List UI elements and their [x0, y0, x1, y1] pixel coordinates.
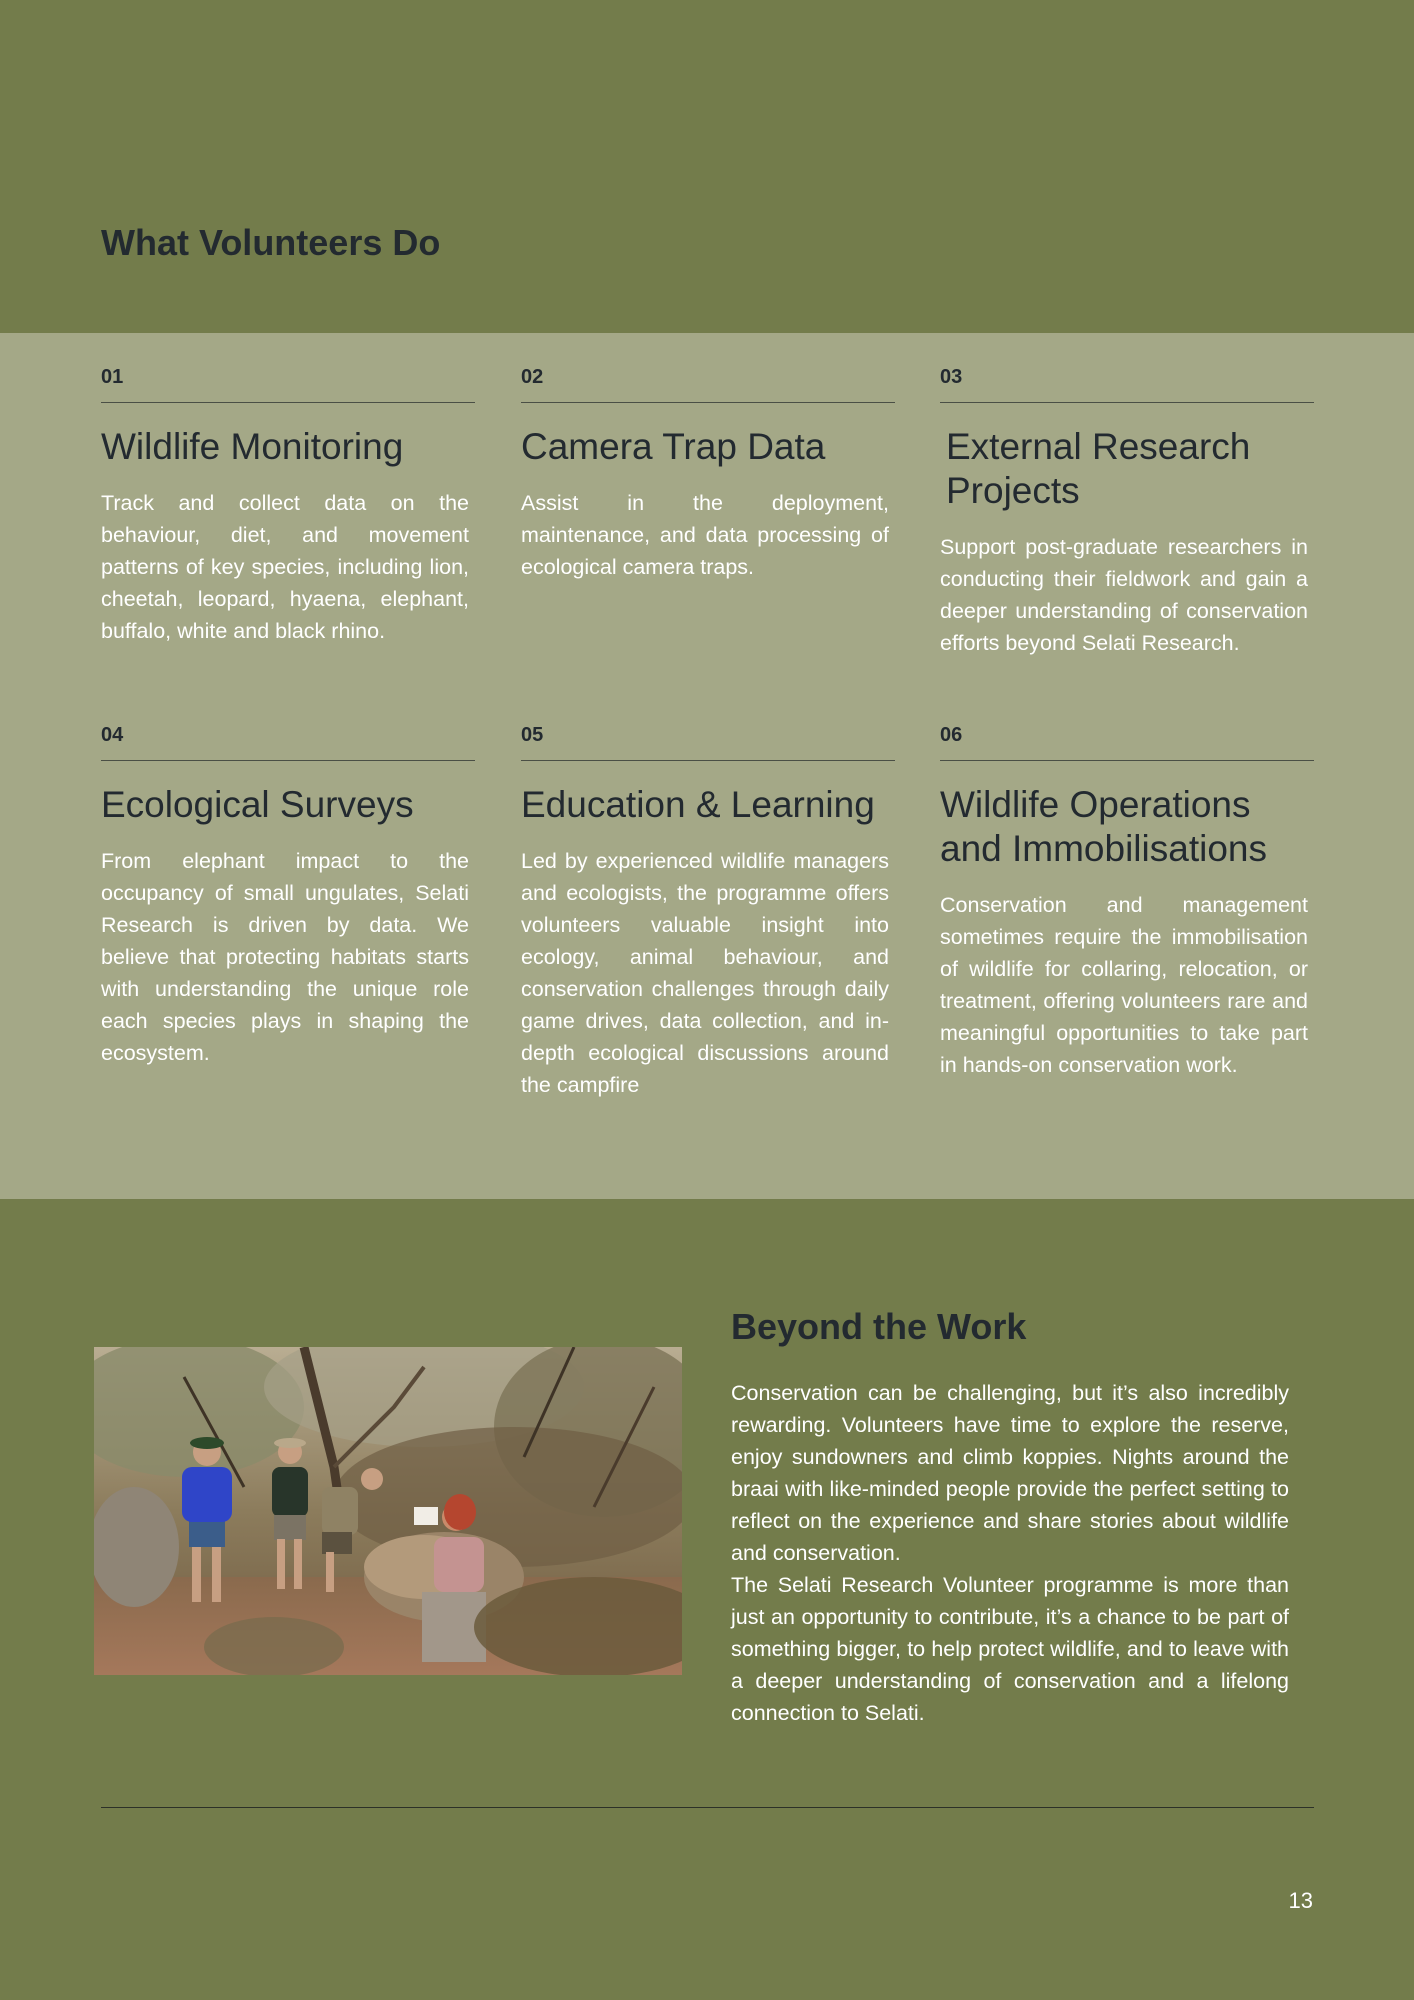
- beyond-the-work-text: [731, 1377, 1289, 1729]
- activity-card: [101, 720, 475, 1069]
- card-number: 04: [101, 720, 475, 761]
- card-title: Camera Trap Data: [521, 426, 826, 467]
- card-title: Wildlife Operations and Immobilisations: [940, 784, 1267, 869]
- card-title: Wildlife Monitoring: [101, 426, 404, 467]
- card-description: From elephant impact to the occupancy of small ungulates, Selati Research is driven by data. We believe that protecting habitats starts with understanding the unique role each species plays in shaping the ecosystem.: [101, 849, 469, 1065]
- paragraph: The Selati Research Volunteer programme is more than just an opportunity to contribute, it’s a chance to be part of something bigger, to help protect wildlife, and to leave with a deeper understanding of conservation and a lifelong connection to Selati.: [731, 1573, 1289, 1725]
- paragraph: Conservation can be challenging, but it’s also incredibly rewarding. Volunteers have time to explore the reserve, enjoy sundowners and climb koppies. Nights around the braai with like-minded people provide the perfect setting to reflect on the experience and share stories about wildlife and conservation.: [731, 1381, 1289, 1565]
- card-description: Led by experienced wildlife managers and ecologists, the programme offers volunteers valuable insight into ecology, animal behaviour, and conservation challenges through daily game drives, data collection, and in-depth ecological discussions around the campfire: [521, 849, 889, 1097]
- page-title: What Volunteers Do: [101, 222, 441, 263]
- card-number: 03: [940, 362, 1314, 403]
- page-number: 13: [1288, 1888, 1313, 1913]
- activity-card: [101, 362, 475, 647]
- beyond-the-work-heading: Beyond the Work: [731, 1306, 1027, 1347]
- card-description: Assist in the deployment, maintenance, and data processing of ecological camera traps.: [521, 491, 889, 579]
- volunteers-photo: [94, 1347, 682, 1675]
- card-number: 01: [101, 362, 475, 403]
- card-description: Conservation and management sometimes require the immobilisation of wildlife for collaring, relocation, or treatment, offering volunteers rare and meaningful opportunities to take part in hands-on conservation work.: [940, 893, 1308, 1077]
- card-number: 06: [940, 720, 1314, 761]
- card-title: External Research Projects: [946, 426, 1251, 511]
- activity-card: [521, 362, 895, 583]
- activity-card: [940, 362, 1314, 659]
- activity-card: [940, 720, 1314, 1081]
- card-description: Support post-graduate researchers in conducting their fieldwork and gain a deeper understanding of conservation efforts beyond Selati Research.: [940, 535, 1308, 655]
- card-title: Ecological Surveys: [101, 784, 414, 825]
- card-number: 05: [521, 720, 895, 761]
- card-number: 02: [521, 362, 895, 403]
- card-description: Track and collect data on the behaviour, diet, and movement patterns of key species, including lion, cheetah, leopard, hyaena, elephant, buffalo, white and black rhino.: [101, 491, 469, 643]
- activity-card: [521, 720, 895, 1101]
- card-title: Education & Learning: [521, 784, 875, 825]
- footer-divider: [101, 1807, 1314, 1808]
